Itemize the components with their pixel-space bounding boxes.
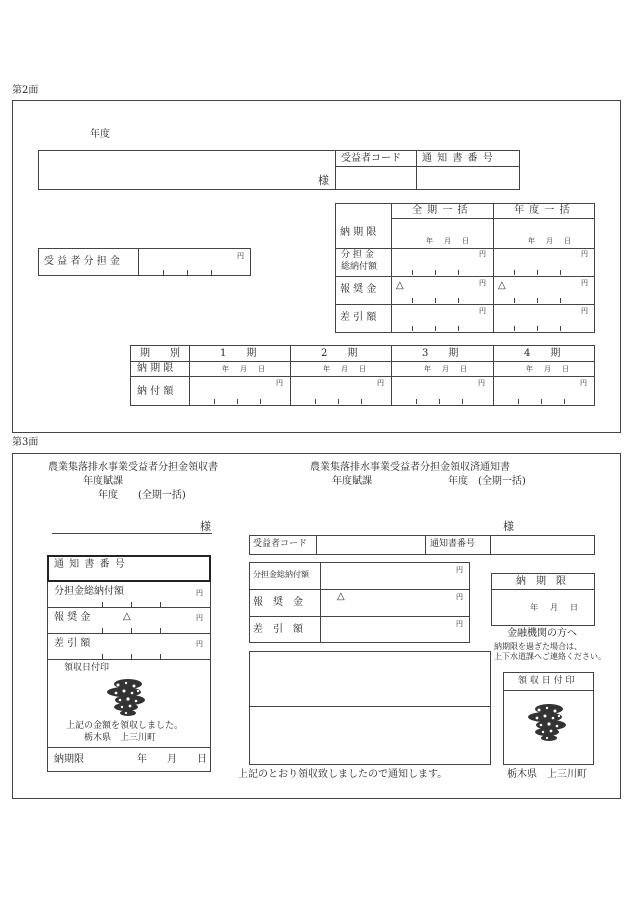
digit-separator-tick	[102, 602, 103, 607]
p2-share-total-label-2: 総納付額	[341, 262, 378, 272]
p2-share-yen: 円	[237, 252, 244, 260]
digit-separator-tick	[462, 399, 463, 404]
seal-stamp-right	[525, 701, 573, 743]
digit-separator-tick	[564, 399, 565, 404]
digit-separator-tick	[160, 654, 161, 659]
table-rule	[503, 690, 594, 691]
digit-separator-tick	[439, 399, 440, 404]
p3-notice-year: 年度 (全期一括)	[448, 476, 526, 487]
p3-receipt-tax: 年度賦課	[83, 476, 123, 487]
table-rule	[249, 589, 470, 590]
form-label: 年 月 日	[222, 365, 267, 373]
table-rule	[47, 607, 211, 608]
table-rule	[490, 535, 491, 555]
digit-separator-tick	[514, 298, 515, 303]
p3-net-mid: 差 引 額	[253, 624, 303, 635]
p2-period-4: 4 期	[524, 348, 561, 359]
digit-separator-tick	[537, 326, 538, 331]
p2-net-label: 差 引 額	[340, 312, 377, 323]
form-label: 円	[196, 640, 203, 648]
form-label: 円	[196, 614, 203, 622]
digit-separator-tick	[160, 602, 161, 607]
digit-separator-tick	[518, 399, 519, 404]
p3-municipality-left: 栃木県 上三川町	[84, 733, 157, 743]
digit-separator-tick	[163, 270, 164, 275]
digit-separator-tick	[514, 270, 515, 275]
p2-fiscal-year: 年度	[90, 129, 110, 140]
form-label: 円	[196, 589, 203, 597]
p3-share-total-label: 分担金総納付額	[54, 586, 124, 597]
p3-notice-tax: 年度賦課	[332, 476, 372, 487]
form-label: 年 月 日	[526, 365, 571, 373]
table-rule	[391, 218, 595, 219]
p3-due-date-right: 年 月 日	[530, 603, 580, 612]
table-rule	[47, 633, 211, 634]
page3-label: 第3面	[12, 437, 39, 448]
p3-left-honorific: 様	[200, 520, 211, 533]
page2-label: 第2面	[12, 85, 39, 96]
p2-period-3: 3 期	[422, 348, 459, 359]
form-label: 円	[479, 307, 486, 315]
p3-receipt-year: 年度 (全期一括)	[98, 490, 186, 501]
p3-notice-number-label: 通 知 書 番 号	[54, 559, 126, 570]
digit-separator-tick	[435, 326, 436, 331]
table-rule	[493, 203, 494, 333]
digit-separator-tick	[458, 270, 459, 275]
form-label: 年 月 日	[323, 365, 368, 373]
p2-recipient-code-header: 受益者コード	[341, 153, 401, 164]
table-rule	[416, 150, 417, 190]
p3-reward-label: 報 奨 金	[54, 612, 91, 623]
form-label: 円	[276, 379, 283, 387]
digit-separator-tick	[131, 602, 132, 607]
digit-separator-tick	[211, 270, 212, 275]
digit-separator-tick	[131, 654, 132, 659]
digit-separator-tick	[361, 399, 362, 404]
p2-pay-amount-label: 納 付 額	[137, 386, 174, 397]
table-rule	[249, 706, 491, 707]
digit-separator-tick	[458, 326, 459, 331]
p2-share-label: 受 益 者 分 担 金	[44, 256, 120, 267]
digit-separator-tick	[187, 270, 188, 275]
form-label: 円	[581, 307, 588, 315]
p3-notice-number-short: 通知書番号	[430, 539, 476, 549]
form-label: 円	[478, 379, 485, 387]
p3-municipality-right: 栃木県 上三川町	[507, 769, 587, 780]
form-label: 円	[479, 279, 486, 287]
seal-stamp-left	[104, 676, 152, 718]
p3-net-label: 差 引 額	[54, 638, 91, 649]
p3-recipient-code-label: 受益者コード	[253, 539, 308, 549]
p2-reward-label: 報 奨 金	[340, 284, 377, 295]
table-rule	[391, 203, 392, 333]
p2-period-2: 2 期	[321, 348, 358, 359]
digit-separator-tick	[537, 298, 538, 303]
digit-separator-tick	[237, 399, 238, 404]
table-rule	[47, 659, 211, 660]
digit-separator-tick	[560, 298, 561, 303]
digit-separator-tick	[315, 399, 316, 404]
digit-separator-tick	[560, 326, 561, 331]
p3-stamp-right-label: 領 収 日 付 印	[518, 676, 575, 686]
table-rule	[335, 276, 595, 277]
form-label: 円	[580, 379, 587, 387]
form-label: 円	[377, 379, 384, 387]
table-rule	[52, 533, 212, 534]
p2-full-period-header: 全 期 一 括	[412, 205, 469, 216]
digit-separator-tick	[416, 399, 417, 404]
p2-period-1: 1 期	[220, 348, 257, 359]
form-label: 円	[456, 620, 463, 628]
p3-due-date-value: 年 月 日	[137, 754, 207, 765]
digit-separator-tick	[560, 270, 561, 275]
digit-separator-tick	[412, 326, 413, 331]
digit-separator-tick	[514, 326, 515, 331]
table-rule	[320, 562, 321, 643]
table-rule	[335, 304, 595, 305]
p2-due-row-label: 納 期 限	[137, 363, 174, 374]
table-rule	[491, 589, 595, 590]
p3-notify-msg: 上記のとおり領収致しましたので通知します。	[238, 769, 448, 780]
digit-separator-tick	[412, 270, 413, 275]
digit-separator-tick	[412, 298, 413, 303]
table-rule	[47, 747, 211, 748]
p2-share-total-label-1: 分 担 金	[341, 250, 374, 260]
p3-due-date-label: 納期限	[54, 754, 84, 765]
form-label: 年 月 日	[424, 365, 469, 373]
p2-reward-triangle-1: △	[396, 280, 404, 291]
p2-due-date-1: 年 月 日	[426, 237, 471, 245]
digit-separator-tick	[131, 628, 132, 633]
p3-due-header: 納 期 限	[516, 576, 566, 587]
p2-honorific: 様	[318, 174, 329, 187]
table-rule	[138, 248, 139, 276]
form-label: 円	[456, 566, 463, 574]
table-rule	[335, 166, 520, 167]
digit-separator-tick	[537, 270, 538, 275]
table-rule	[249, 616, 470, 617]
p3-blank-box	[249, 651, 491, 765]
table-rule	[130, 361, 595, 362]
p3-bank-note-2: 上下水道課へご連絡ください。	[494, 652, 606, 661]
digit-separator-tick	[160, 628, 161, 633]
p3-notice-title: 農業集落排水事業受益者分担金領収済通知書	[310, 462, 510, 473]
table-rule	[335, 248, 595, 249]
digit-separator-tick	[102, 628, 103, 633]
digit-separator-tick	[435, 298, 436, 303]
p3-reward-mid: 報 奨 金	[253, 597, 303, 608]
digit-separator-tick	[214, 399, 215, 404]
digit-separator-tick	[260, 399, 261, 404]
p3-right-honorific: 様	[503, 520, 514, 533]
p3-receipt-title: 農業集落排水事業受益者分担金領収書	[48, 462, 218, 473]
p3-stamp-label: 領収日付印	[64, 663, 110, 673]
p3-share-total-mid: 分担金総納付額	[253, 570, 309, 579]
p2-due-date-label: 納 期 限	[340, 227, 377, 238]
digit-separator-tick	[338, 399, 339, 404]
p2-reward-triangle-2: △	[498, 280, 506, 291]
p2-year-lump-header: 年 度 一 括	[514, 205, 571, 216]
p3-bank-note-1: 納期限を過ぎた場合は、	[494, 642, 582, 651]
digit-separator-tick	[102, 654, 103, 659]
table-rule	[425, 535, 426, 555]
digit-separator-tick	[435, 270, 436, 275]
p3-bank-title: 金融機関の方へ	[507, 628, 577, 639]
table-rule	[316, 535, 317, 555]
p2-due-date-2: 年 月 日	[528, 237, 573, 245]
table-rule	[130, 376, 595, 377]
p3-received-msg: 上記の金額を領収しました。	[66, 721, 184, 731]
form-label: 円	[456, 593, 463, 601]
table-rule	[335, 150, 336, 190]
digit-separator-tick	[458, 298, 459, 303]
digit-separator-tick	[541, 399, 542, 404]
p3-reward-mid-triangle: △	[337, 591, 345, 602]
form-label: 円	[479, 250, 486, 258]
form-label: 円	[581, 279, 588, 287]
p3-reward-triangle: △	[123, 611, 131, 622]
p2-period-header: 期 別	[140, 348, 180, 359]
form-label: 円	[581, 250, 588, 258]
p2-notice-number-header: 通 知 書 番 号	[422, 153, 494, 164]
